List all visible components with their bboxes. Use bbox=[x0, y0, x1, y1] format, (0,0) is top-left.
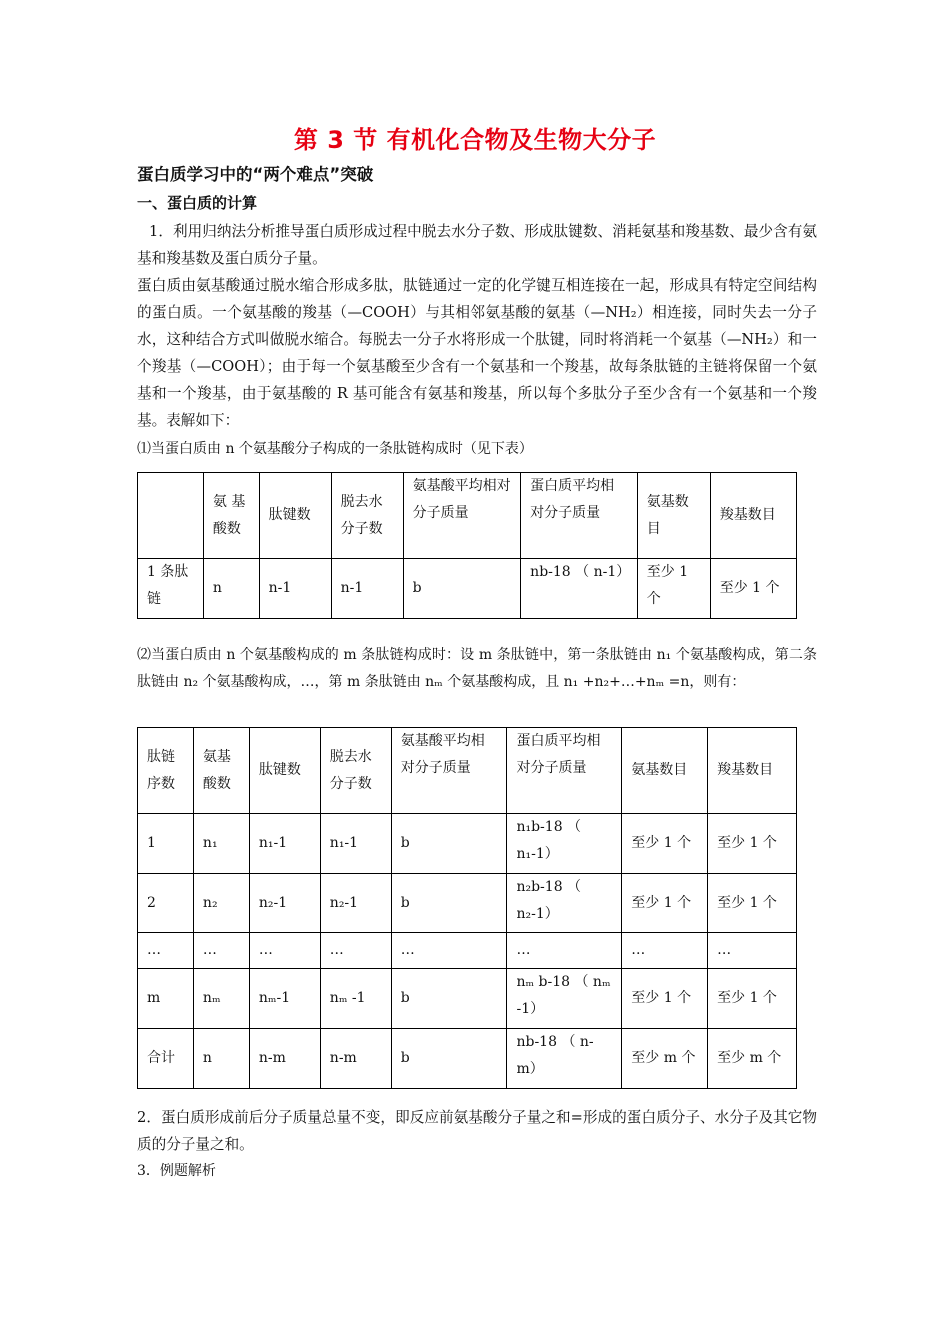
table-cell: … bbox=[138, 933, 194, 969]
multi-chain-table bbox=[137, 727, 797, 1089]
table-cell: 2 bbox=[138, 874, 194, 933]
table-row bbox=[138, 814, 797, 874]
table-cell: 至少 1 个 bbox=[637, 559, 710, 619]
table-header-cell: 脱去水分子数 bbox=[331, 473, 403, 559]
table-header-cell: 蛋白质平均相对分子质量 bbox=[521, 473, 638, 559]
table-header-cell: 羧基数目 bbox=[708, 728, 797, 814]
table-cell: … bbox=[622, 933, 708, 969]
table-cell: 至少 1 个 bbox=[710, 559, 796, 619]
table-cell: … bbox=[708, 933, 797, 969]
table-header-cell: 肽键数 bbox=[249, 728, 320, 814]
paragraph-method: 1．利用归纳法分析推导蛋白质形成过程中脱去水分子数、形成肽键数、消耗氨基和羧基数、最少含有氨基和羧基数及蛋白质分子量。 bbox=[137, 223, 817, 267]
table-header-cell: 氨基酸数 bbox=[193, 728, 249, 814]
table-row bbox=[138, 933, 797, 969]
table-header-cell: 氨基酸平均相对分子质量 bbox=[403, 473, 521, 559]
table-header-row bbox=[138, 473, 797, 559]
table-cell: nₘ-1 bbox=[249, 969, 320, 1029]
table-cell: nₘ b-18 （ nₘ -1） bbox=[507, 969, 622, 1029]
table-cell: 至少 1 个 bbox=[708, 969, 797, 1029]
table-cell: 至少 m 个 bbox=[622, 1029, 708, 1089]
page-title: 第 3 节 有机化合物及生物大分子 bbox=[293, 126, 657, 154]
table-cell: 至少 1 个 bbox=[622, 814, 708, 874]
table-cell: n-m bbox=[249, 1029, 320, 1089]
table-cell: b bbox=[403, 559, 521, 619]
table-cell: nb-18 （ n-m） bbox=[507, 1029, 622, 1089]
table-cell: m bbox=[138, 969, 194, 1029]
case-one-caption: ⑴当蛋白质由 n 个氨基酸分子构成的一条肽链构成时（见下表） bbox=[137, 441, 533, 457]
table-cell: b bbox=[391, 969, 507, 1029]
table-cell: … bbox=[249, 933, 320, 969]
table-header-cell: 氨基酸平均相对分子质量 bbox=[391, 728, 507, 814]
table-row bbox=[138, 874, 797, 933]
table-cell: n₁b-18 （ n₁-1） bbox=[507, 814, 622, 874]
table-header-cell: 肽键数 bbox=[259, 473, 331, 559]
table-cell: n₂-1 bbox=[249, 874, 320, 933]
table-cell: n₁-1 bbox=[249, 814, 320, 874]
table-cell: n-1 bbox=[259, 559, 331, 619]
table-cell: n bbox=[203, 559, 259, 619]
table-cell: nₘ -1 bbox=[320, 969, 391, 1029]
table-cell: nₘ bbox=[193, 969, 249, 1029]
section-heading: 蛋白质学习中的“两个难点”突破 bbox=[137, 165, 374, 184]
table-cell: n bbox=[193, 1029, 249, 1089]
table-cell: n₂b-18 （ n₂-1） bbox=[507, 874, 622, 933]
table-cell: 至少 m 个 bbox=[708, 1029, 797, 1089]
table-cell: … bbox=[193, 933, 249, 969]
table-header-cell: 蛋白质平均相对分子质量 bbox=[507, 728, 622, 814]
case-two-caption: ⑵当蛋白质由 n 个氨基酸构成的 m 条肽链构成时：设 m 条肽链中，第一条肽链由 n₁ 个氨基酸构成，第二条肽链由 n₂ 个氨基酸构成，…，第 m 条肽链由 nₘ 个氨基酸构成，且 n₁ +n₂+…+nₘ =n，则有： bbox=[137, 647, 817, 690]
table-cell: n₂ bbox=[193, 874, 249, 933]
table-header-cell: 氨基数目 bbox=[637, 473, 710, 559]
table-header-cell: 羧基数目 bbox=[710, 473, 796, 559]
table-cell: n₁ bbox=[193, 814, 249, 874]
table-header-cell: 肽链序数 bbox=[138, 728, 194, 814]
table-cell: 合计 bbox=[138, 1029, 194, 1089]
table-cell: 至少 1 个 bbox=[622, 969, 708, 1029]
table-cell: 1 bbox=[138, 814, 194, 874]
table-cell: n₁-1 bbox=[320, 814, 391, 874]
paragraph-mass-conservation: 2．蛋白质形成前后分子质量总量不变，即反应前氨基酸分子量之和=形成的蛋白质分子、水分子及其它物质的分子量之和。 bbox=[137, 1109, 817, 1153]
table-row bbox=[138, 559, 797, 619]
table-cell: n-m bbox=[320, 1029, 391, 1089]
table-cell: b bbox=[391, 814, 507, 874]
table-row bbox=[138, 969, 797, 1029]
table-cell: n-1 bbox=[331, 559, 403, 619]
table-cell: n₂-1 bbox=[320, 874, 391, 933]
table-cell: b bbox=[391, 1029, 507, 1089]
table-cell: nb-18 （ n-1） bbox=[521, 559, 638, 619]
table-cell: 至少 1 个 bbox=[708, 814, 797, 874]
table-header-cell: 氨 基 酸数 bbox=[203, 473, 259, 559]
table-header-row bbox=[138, 728, 797, 814]
paragraph-explanation: 蛋白质由氨基酸通过脱水缩合形成多肽，肽链通过一定的化学键互相连接在一起，形成具有特定空间结构的蛋白质。一个氨基酸的羧基（—COOH）与其相邻氨基酸的氨基（—NH₂）相连接，同时失去一分子水，这种结合方式叫做脱水缩合。每脱去一分子水将形成一个肽键，同时将消耗一个氨基（—NH₂）和一个羧基（—COOH）；由于每一个氨基酸至少含有一个氨基和一个羧基，故每条肽链的主链将保留一个氨基和一个羧基，由于氨基酸的 R 基可能含有氨基和羧基，所以每个多肽分子至少含有一个氨基和一个羧基。表解如下： bbox=[137, 277, 817, 429]
table-cell: 至少 1 个 bbox=[622, 874, 708, 933]
table-header-cell: 氨基数目 bbox=[622, 728, 708, 814]
paragraph-example-heading: 3．例题解析 bbox=[137, 1163, 216, 1179]
table-cell: 至少 1 个 bbox=[708, 874, 797, 933]
single-chain-table bbox=[137, 472, 797, 619]
table-header-cell: 脱去水分子数 bbox=[320, 728, 391, 814]
subsection-heading: 一、蛋白质的计算 bbox=[137, 194, 258, 212]
table-cell: b bbox=[391, 874, 507, 933]
table-header-cell bbox=[138, 473, 204, 559]
table-row bbox=[138, 1029, 797, 1089]
table-cell: 1 条肽链 bbox=[138, 559, 204, 619]
table-cell: … bbox=[320, 933, 391, 969]
table-cell: … bbox=[507, 933, 622, 969]
table-cell: … bbox=[391, 933, 507, 969]
